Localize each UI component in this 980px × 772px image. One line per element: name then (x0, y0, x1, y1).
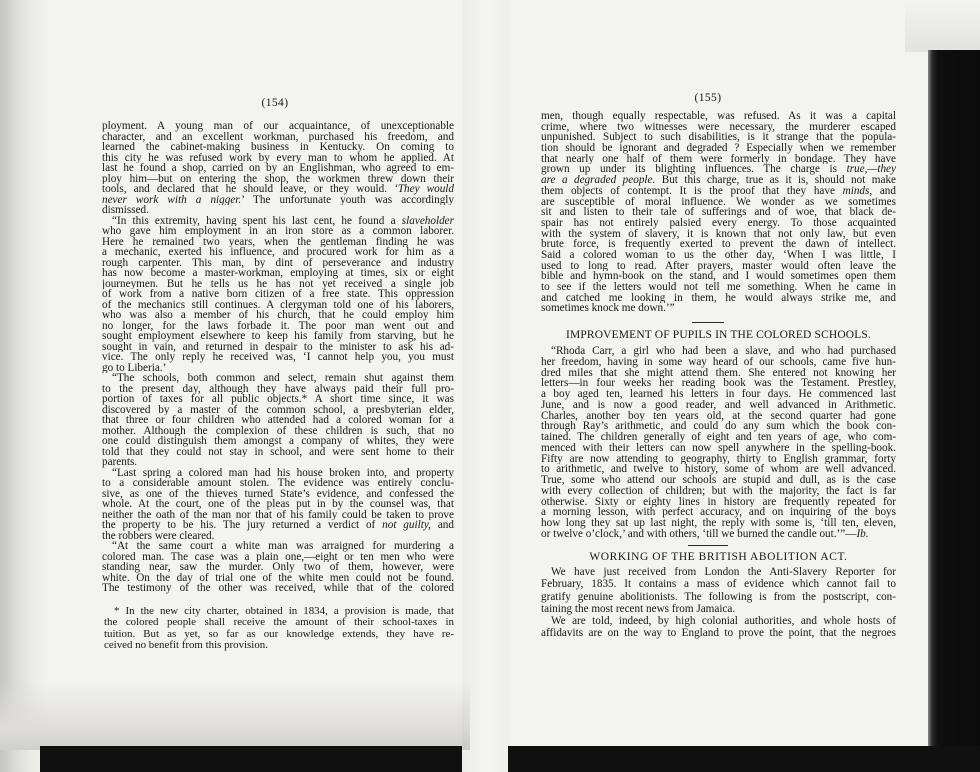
text-line (102, 457, 454, 468)
text-run: sought employment elsewhere to keep his family from starving, but he (102, 331, 454, 342)
text-line (541, 578, 896, 590)
text-line (102, 426, 454, 437)
text-line (102, 321, 454, 332)
text-line (102, 447, 454, 458)
text-run: mother. Although the complexion of these children is such, that no (102, 425, 454, 436)
text-line (102, 583, 454, 594)
text-line (541, 454, 896, 465)
left-page-body (102, 121, 454, 594)
text-run: with every collection of children; but with the majority, the fact is far (541, 485, 896, 497)
book-gutter (462, 0, 510, 772)
text-line (541, 346, 896, 357)
text-line (102, 384, 454, 395)
text-line (102, 489, 454, 500)
text-line (102, 121, 454, 132)
right-page-continued-text (541, 111, 896, 314)
text-line (541, 615, 896, 627)
paragraph (541, 346, 896, 540)
text-line (541, 164, 896, 175)
left-page-number: (154) (261, 97, 289, 109)
text-line (541, 132, 896, 143)
text-line (541, 627, 896, 639)
text-run: who gave him employment in an iron store as a common laborer. (102, 226, 454, 237)
text-run: and (872, 185, 896, 197)
text-run: journeymen. But he tells us he has not yet received a single job (102, 278, 454, 289)
text-run: unpunished. Subject to such disabilities, is it strange that the popula- (541, 132, 896, 144)
text-run: Here he remained two years, when the gentleman finding he was (102, 236, 454, 247)
italic-text-run: slaveholder (401, 215, 454, 226)
text-line (541, 175, 896, 186)
text-run: through Ray’s arithmetic, and could do any sum which the book con- (541, 421, 896, 432)
text-line (102, 394, 454, 405)
text-line (102, 468, 454, 479)
text-line (102, 552, 454, 563)
scan-border-bottom-left (40, 746, 462, 772)
text-line (541, 529, 896, 540)
text-run: used to long to read. After prayers, master would often leave the (541, 260, 896, 272)
text-line (102, 363, 454, 374)
text-line (102, 279, 454, 290)
text-run: We have just received from London the Anti-Slavery Reporter for (551, 566, 896, 578)
text-line (541, 378, 896, 389)
text-line (102, 205, 454, 216)
improvement-section-body (541, 346, 896, 540)
text-line (104, 617, 454, 628)
text-line (541, 111, 896, 122)
text-line (104, 640, 454, 651)
text-line (541, 507, 896, 518)
text-run: Said a colored woman to us the other day, ‘When I was little, I (541, 249, 896, 261)
section-divider (688, 545, 728, 546)
text-run: a morning lesson, with perfect accuracy, and on inquiring of the boys (541, 507, 896, 518)
text-run: tuition. But as yet, so far as our knowledge extends, they have re- (104, 628, 454, 640)
text-run: “The schools, both common and select, remain shut against them (112, 373, 454, 384)
text-line (102, 184, 454, 195)
text-line (102, 268, 454, 279)
paragraph (102, 468, 454, 542)
text-run: to a considerable amount stolen. The evidence was entirely conclu- (102, 478, 454, 489)
text-line (541, 389, 896, 400)
text-line (102, 436, 454, 447)
text-line (541, 443, 896, 454)
text-run: grown up under its blighting influences. The charge is (541, 164, 847, 176)
text-run: dismissed. (102, 205, 149, 216)
italic-text-run: Ib. (856, 528, 869, 540)
abolition-section-body (541, 566, 896, 640)
text-run: has now become a master-workman, employing at times, six or eight (102, 268, 454, 279)
text-run: of work from a native born citizen of a free state. This oppression (102, 289, 454, 300)
text-run: ceived no benefit from this provision. (104, 639, 268, 651)
italic-text-run: true,—they (846, 164, 896, 176)
text-line (104, 629, 454, 640)
text-run: tools, and declared that he should leave, or they would. (102, 184, 395, 195)
section-heading-improvement: IMPROVEMENT OF PUPILS IN THE COLORED SCHOOLS. (565, 329, 872, 341)
text-run: sive, as one of the thieves turned State’s evidence, and confessed the (102, 488, 454, 499)
text-line (541, 357, 896, 368)
text-line (102, 247, 454, 258)
text-run: tion should be ignorant and degraded ? Especially when we remember (541, 143, 896, 154)
text-run: them objects of contempt. It is the proof that they have (541, 185, 843, 197)
text-line (541, 197, 896, 208)
text-line (541, 603, 896, 615)
text-run: to the present day, although they have always paid their full pro- (102, 383, 454, 394)
text-run: how long they sat up last night, the reply with some is, ‘till ten, eleven, (541, 518, 896, 529)
text-line (102, 226, 454, 237)
text-line (541, 261, 896, 272)
text-line (541, 591, 896, 603)
text-line (102, 352, 454, 363)
text-line (541, 486, 896, 497)
text-line (102, 405, 454, 416)
section-heading-abolition: WORKING OF THE BRITISH ABOLITION ACT. (589, 551, 848, 563)
text-line (102, 216, 454, 227)
text-run: But this charge, true as it is, should not make (655, 175, 896, 186)
text-line (541, 411, 896, 422)
text-line (102, 562, 454, 573)
italic-text-run: not guilty, (382, 520, 431, 531)
scan-shadow-bottom (0, 680, 470, 750)
text-run: or twelve o’clock,’ and with others, ‘till we burned the candle out.’”— (541, 528, 857, 540)
text-line (102, 478, 454, 489)
text-run: whole. At the court, one of the pleas put in by the counsel was, that (102, 499, 454, 510)
paragraph (541, 615, 896, 640)
text-run: gratify genuine abolitionists. The following is from the postscript, con- (541, 590, 896, 603)
text-line (102, 531, 454, 542)
text-run: The testimony of the other was received, while that of the colored (102, 583, 454, 594)
text-run: True, some who attend our schools are stupid and dull, as is the case (541, 475, 896, 486)
text-run: discovered by a master of the common school, a presbyterian elder, (102, 404, 454, 415)
text-line (102, 132, 454, 143)
text-line (102, 237, 454, 248)
paragraph (541, 111, 896, 314)
text-run: bible and hymn-book on the stand, and I would sometimes open them (541, 271, 896, 282)
text-run: who was also a member of his church, that he could employ him (102, 310, 454, 321)
text-run: “In this extremity, having spent his last cent, he found a (112, 215, 402, 226)
text-run: tained. The children generally of eight and ten years of age, who com- (541, 432, 896, 443)
text-line (541, 464, 896, 475)
text-run: no longer, for the laws forbade it. The poor man went out and (102, 320, 454, 331)
text-line (541, 207, 896, 218)
text-run: vice. The only reply he received was, ‘I cannot help you, you must (102, 352, 454, 363)
text-run: told that they could not stay in school, and were sent home to their (102, 446, 454, 457)
right-page-number: (155) (694, 92, 722, 104)
text-run: a mechanic, exerted his influence, and procured work for him as a (102, 247, 454, 258)
text-run: are susceptible of moral influence. We wonder as we sometimes (541, 196, 896, 208)
text-line (541, 229, 896, 240)
text-run: of the mechanics still continues. A clergyman told one of his laborers, (102, 299, 454, 310)
text-line (102, 510, 454, 521)
text-line (541, 271, 896, 282)
text-line (541, 122, 896, 133)
text-run: affidavits are on the way to England to prove the point, that the negroes (541, 627, 896, 640)
italic-text-run: never work with a nigger. (102, 194, 242, 205)
scan-shadow-right-top (905, 0, 980, 52)
scan-border-bottom-right (508, 746, 980, 772)
text-run: otherwise. Sixty or eighty lines in history are frequently repeated for (541, 496, 896, 508)
text-line (541, 400, 896, 411)
text-run: and catched me looking in them, he would always strike me, and (541, 292, 896, 304)
text-line (541, 154, 896, 165)
text-run: the robbers were cleared. (102, 530, 215, 541)
text-line (102, 541, 454, 552)
text-line (102, 331, 454, 342)
text-run: with the system of slavery, it is known that not only law, but even (541, 228, 896, 240)
text-run: one could distinguish them amongst a company of whites, they were (102, 436, 454, 447)
text-line (102, 573, 454, 584)
text-run: her freedom, having in some way heard of our schools, came five hun- (541, 356, 896, 368)
text-run: ploy him—but on entering the shop, the workmen threw down their (102, 173, 454, 184)
text-run: go to Liberia.’ (102, 362, 167, 373)
text-run: Charles, another boy ten years old, at the second quarter had gone (541, 410, 896, 422)
text-line (102, 289, 454, 300)
text-line (102, 195, 454, 206)
text-run: the colored people shall receive the amount of their school-taxes in (104, 617, 454, 629)
text-run: We are told, indeed, by high colonial authorities, and whole hosts of (551, 615, 896, 628)
text-run: this city he was refused work by every man to whom he applied. At (102, 152, 454, 163)
text-run: brute force, is frequently exerted to prevent the dawn of intellect. (541, 239, 896, 250)
text-run: rough carpenter. This man, by dint of perseverance and industry (102, 257, 454, 268)
text-line (102, 499, 454, 510)
text-run: “At the same court a white man was arraigned for murdering a (112, 541, 454, 552)
italic-text-run: ‘They would (394, 184, 454, 195)
text-line (102, 342, 454, 353)
paragraph (102, 373, 454, 468)
text-run: “Last spring a colored man had his house broken into, and property (112, 467, 454, 478)
text-run: ’ The unfortunate youth was accordingly (241, 194, 454, 205)
text-line (541, 282, 896, 293)
text-run: Fifty are now attending to geography, thirty to English grammar, forty (541, 453, 896, 465)
text-run: neither the oath of the man nor that of his family could be taken to prove (102, 509, 454, 520)
text-run: men, though equally respectable, was refused. As it was a capital (541, 111, 896, 122)
text-run: menced with their letters can now spell anywhere in the spelling-book. (541, 442, 896, 454)
text-run: colored man. The case was a plain one,—eight or ten men who were (102, 551, 454, 562)
text-line (541, 293, 896, 304)
paragraph (541, 566, 896, 615)
text-line (541, 497, 896, 508)
text-run: sometimes knock me down.’” (541, 303, 675, 315)
text-line (541, 421, 896, 432)
italic-text-run: minds, (842, 185, 873, 197)
text-run: standing near, saw the murder. Only two of them, however, were (102, 562, 454, 573)
text-line (541, 143, 896, 154)
text-run: character, and an excellent workman, purchased his freedom, and (102, 131, 454, 142)
text-run: taining the most recent news from Jamaica. (541, 602, 736, 615)
text-run: and (430, 520, 454, 531)
scan-shadow-left (0, 0, 48, 772)
text-line (541, 368, 896, 379)
text-line (102, 142, 454, 153)
text-run: crime, where two witnesses were necessary, the murderer escaped (541, 121, 896, 133)
text-line (541, 250, 896, 261)
text-run: parents. (102, 457, 138, 468)
paragraph (102, 121, 454, 216)
text-line (102, 415, 454, 426)
paragraph (102, 216, 454, 374)
text-line (102, 373, 454, 384)
text-line (541, 239, 896, 250)
text-line (541, 518, 896, 529)
text-run: dred miles that she might attend them. She entered not knowing her (541, 367, 896, 379)
text-line (541, 186, 896, 197)
text-run: ployment. A young man of our acquaintance, of unexceptionable (102, 121, 454, 132)
text-line (102, 310, 454, 321)
text-run: sit and listen to their tale of sufferings and of woe, that black de- (541, 207, 896, 218)
text-run: to arithmetic, and twelve to history, some of whom are well advanced. (541, 464, 896, 475)
text-run: that three or four children who attended had a colored woman for a (102, 415, 454, 426)
text-line (541, 475, 896, 486)
text-line (541, 432, 896, 443)
text-run: to see if the letters would not tell me something. When he came in (541, 282, 896, 293)
text-run: June, and is now a good reader, and well advanced in Arithmetic. (541, 399, 896, 411)
text-line (102, 258, 454, 269)
text-run: sought in vain, and returned in despair to the minister to ask his ad- (102, 341, 454, 352)
text-line (102, 300, 454, 311)
text-run: a boy aged ten, learned his letters in four days. He commenced last (541, 389, 896, 400)
text-run: February, 1835. It contains a mass of evidence which cannot fail to (541, 578, 896, 591)
text-run: spair has not entirely palsied every energy. To those acquainted (541, 217, 896, 229)
text-run: “Rhoda Carr, a girl who had been a slave, and who had purchased (551, 346, 896, 357)
paragraph (102, 541, 454, 594)
text-line (102, 520, 454, 531)
text-line (541, 566, 896, 578)
text-run: that nearly one half of them were formerly in bondage. They have (541, 153, 896, 165)
paragraph (104, 606, 454, 651)
scan-border-right (928, 50, 980, 772)
text-run: white. On the day of trial one of the white men could not be found. (102, 572, 454, 583)
left-page-footnote (104, 606, 454, 651)
text-line (541, 218, 896, 229)
text-run: * In the new city charter, obtained in 1834, a provision is made, that (114, 606, 454, 617)
text-line (102, 174, 454, 185)
italic-text-run: are a degraded people. (541, 175, 656, 186)
text-line (102, 153, 454, 164)
text-line (104, 606, 454, 617)
text-line (102, 163, 454, 174)
text-line (541, 303, 896, 314)
text-run: portion of taxes for all public objects.* A short time since, it was (102, 394, 454, 405)
text-run: learned the cabinet-making business in Kentucky. On coming to (102, 142, 454, 153)
section-divider (692, 322, 724, 323)
text-run: letters—in four weeks her reading book was the Testament. Prestley, (541, 378, 896, 389)
text-run: the property to be his. The jury returned a verdict of (102, 520, 383, 531)
text-run: last he found a shop, carried on by an Englishman, who agreed to em- (102, 163, 454, 174)
